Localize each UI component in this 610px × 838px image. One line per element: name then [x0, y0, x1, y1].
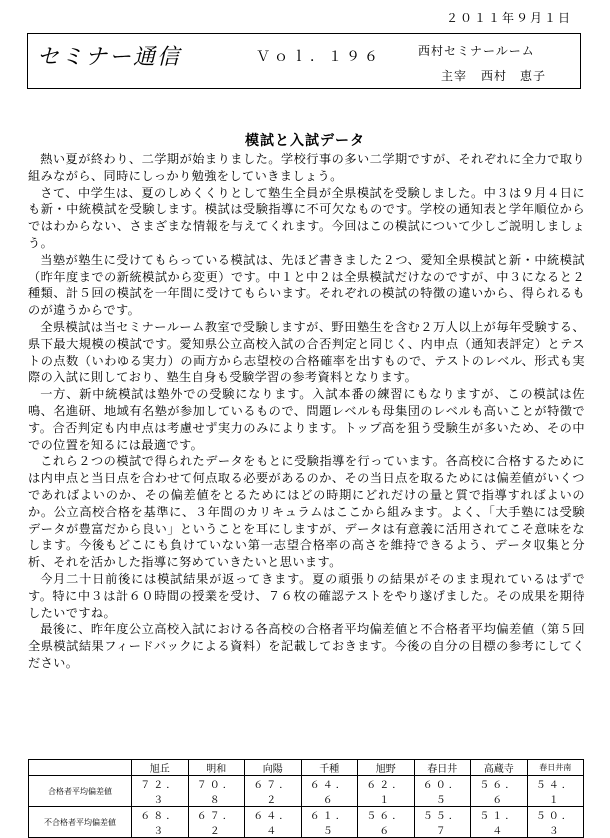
table-cell: ６１．５ [301, 807, 358, 838]
host-line [441, 67, 546, 84]
deviation-table [28, 759, 584, 838]
row-label: 合格者平均偏差値 [29, 776, 132, 807]
school-header: 千種 [301, 760, 358, 776]
table-cell: ６７．２ [245, 776, 302, 807]
school-header: 春日井 [414, 760, 471, 776]
table-header-row [29, 760, 584, 776]
paragraph: 熱い夏が終わり、二学期が始まりました。学校行事の多い二学期ですが、それぞれに全力で取り組みながら、同時にしっかり勉強をしていきましょう。 [28, 152, 585, 183]
table-cell: ６４．６ [301, 776, 358, 807]
paragraph: 当塾が塾生に受けてもらっている模試は、先ほど書きました２つ、愛知全県模試と新・中統模試（昨年度までの新統模試から変更）です。中１と中２は全県模試だけなのですが、中３になると２種類、計５回の模試を一年間に受けてもらいます。それぞれの模試の特徴の違いから、得られるものが違うからです。 [28, 252, 585, 318]
table-corner-cell [29, 760, 132, 776]
school-header: 旭丘 [132, 760, 189, 776]
table-cell: ７０．８ [188, 776, 245, 807]
row-label: 不合格者平均偏差値 [29, 807, 132, 838]
school-header: 高蔵寺 [471, 760, 528, 776]
school-header: 春日井南 [527, 760, 584, 776]
school-header: 向陽 [245, 760, 302, 776]
school-header: 明和 [188, 760, 245, 776]
table-cell: ５５．７ [414, 807, 471, 838]
table-row [29, 807, 584, 838]
school-header: 旭野 [358, 760, 415, 776]
table-cell: ６０．５ [414, 776, 471, 807]
issue-date: ２０１１年９月１日 [445, 11, 572, 25]
table-cell: ６２．１ [358, 776, 415, 807]
volume-number: Ｖｏｌ．１９６ [256, 49, 382, 65]
table-cell: ５４．１ [527, 776, 584, 807]
paragraph: 今月二十日前後には模試結果が返ってきます。夏の頑張りの結果がそのまま現れているはずです。特に中３は計６０時間の授業を受け、７６枚の確認テストをやり遂げました。その成果を期待したいですね。 [28, 571, 585, 620]
organization-name: 西村セミナールーム [418, 44, 535, 58]
table-cell: ６４．４ [245, 807, 302, 838]
table-cell: ５６．６ [471, 776, 528, 807]
article-body [28, 151, 585, 672]
table-cell: ５０．３ [527, 807, 584, 838]
newsletter-title: セミナー通信 [37, 45, 182, 70]
paragraph: 最後に、昨年度公立高校入試における各高校の合格者平均偏差値と不合格者平均偏差値（第５回全県模試結果フィードバックによる資料）を記載しておきます。今後の自分の目標の参考にしてください。 [28, 622, 585, 670]
paragraph: これら２つの模試で得られたデータをもとに受験指導を行っています。各高校に合格するためには内申点と当日点を合わせて何点取る必要があるのか、その当日点を取るためには偏差値がいくつであればよいのか、その偏差値をとるためにはどの時期にどれだけの量と質で指導すればよいのか。公立高校合格を基準に、３年間のカリキュラムはここから組みます。よく、「大手塾には受験データが豊富だから良い」ということを耳にしますが、データは有意義に活用されてこそ意味をなします。今後もどこにも負けていない第一志望合格率の高さを維持できるよう、データ収集と分析、それを活かした指導に努めていきたいと思います。 [28, 454, 585, 570]
newsletter-header [27, 33, 581, 89]
host-name: 西村 恵子 [481, 69, 547, 83]
table-row [29, 776, 584, 807]
paragraph: 一方、新中統模試は塾外での受験になります。入試本番の練習にもなりますが、この模試は佐鳴、名進研、地域有名塾が参加しているもので、問題レベルも母集団のレベルも高いことが特徴です。合否判定も内申点は考慮せず実力のみによります。トップ高を狙う受験生が多いため、その中での位置を知るには最適です。 [28, 387, 585, 452]
table-cell: ６７．２ [188, 807, 245, 838]
table-cell: ５６．６ [358, 807, 415, 838]
host-role: 主宰 [441, 69, 468, 83]
article-title: 模試と入試データ [245, 133, 365, 149]
table-cell: ５１．４ [471, 807, 528, 838]
paragraph: さて、中学生は、夏のしめくくりとして塾生全員が全県模試を受験しました。中３は９月４日にも新・中統模試を受験します。模試は受験指導に不可欠なものです。学校の通知表と学年順位からではわからない、さまざまな情報を与えてくれます。今回はこの模試について少しご説明しましょう。 [28, 185, 585, 250]
paragraph: 全県模試は当セミナールーム教室で受験しますが、野田塾生を含む２万人以上が毎年受験する、県下最大規模の模試です。愛知県公立高校入試の合否判定と同じく、内申点（通知表評定）とテストの点数（いわゆる実力）の両方から志望校の合格確率を出すもので、テストのレベル、形式も実際の入試に則しており、塾生自身も受験学習の参考資料となります。 [28, 319, 585, 385]
table-cell: ７２．３ [132, 776, 189, 807]
table-cell: ６８．３ [132, 807, 189, 838]
